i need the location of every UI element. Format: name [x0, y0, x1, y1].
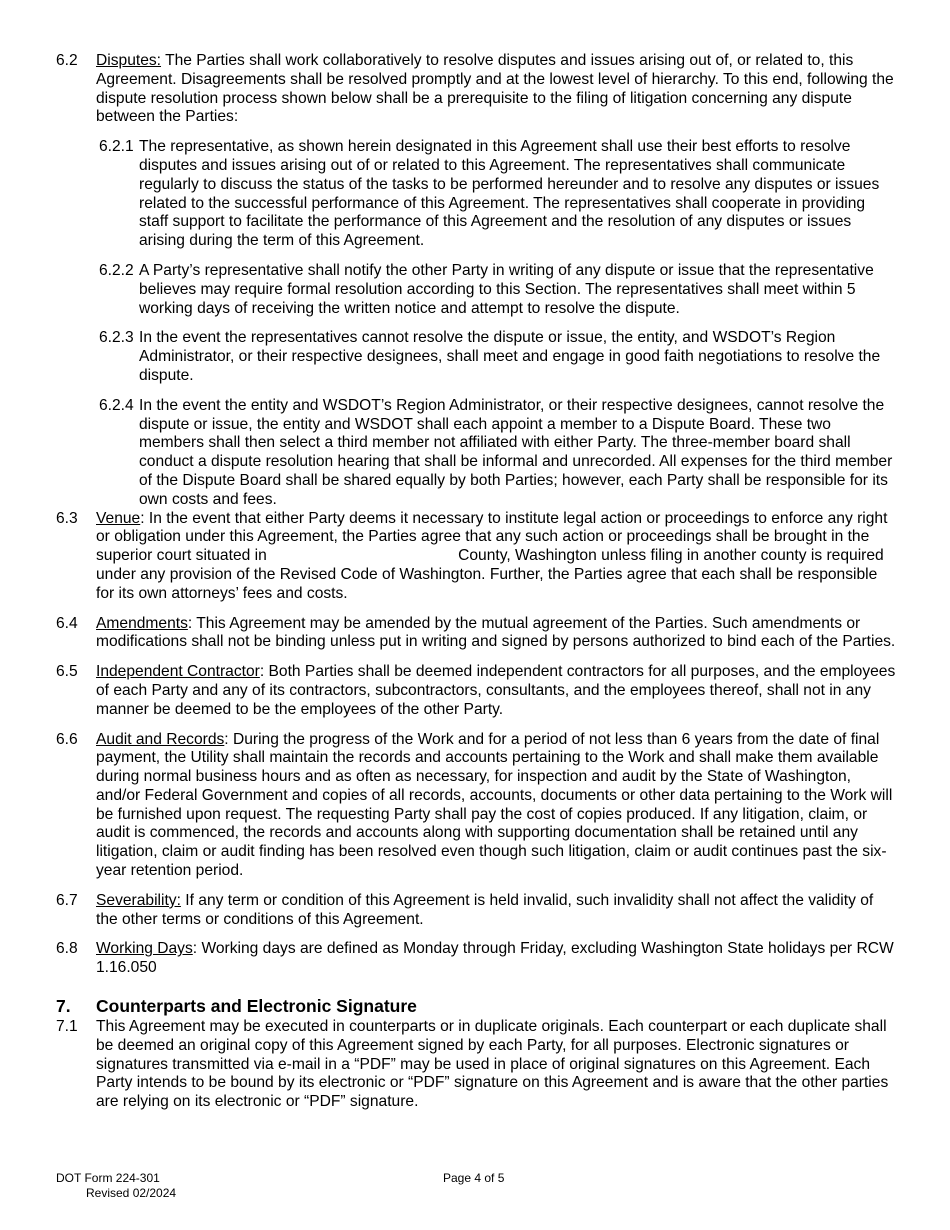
section-body: : Working days are defined as Monday through Friday, excluding Washington State holidays per RCW 1.16.050 [96, 940, 894, 977]
section-6-5 [56, 663, 898, 719]
subsection-6-2-4 [99, 397, 898, 510]
subsection-number: 6.2.3 [99, 329, 134, 347]
subsection-6-2-3 [99, 329, 898, 385]
section-text [96, 510, 898, 604]
section-title: Audit and Records [96, 730, 225, 748]
section-text [96, 940, 898, 978]
section-number: 7. [56, 996, 71, 1017]
section-number: 6.3 [56, 509, 78, 527]
section-6-3 [56, 510, 898, 604]
section-title: Amendments [96, 614, 188, 632]
section-body: : This Agreement may be amended by the mutual agreement of the Parties. Such amendments or modifications shall not be binding unless put in writing and signed by persons authorized to bind each of the Parties. [96, 614, 896, 651]
footer-form-info [56, 1171, 176, 1200]
section-text [96, 731, 898, 881]
subsection-number: 6.2.2 [99, 261, 134, 279]
section-6-8 [56, 940, 898, 978]
section-6-4 [56, 615, 898, 653]
section-title: Disputes: [96, 52, 162, 69]
section-body: The Parties shall work collaboratively to resolve disputes and issues arising out of, or related to, this Agreement. Disagreements shall be resolved promptly and at the lowest level of hierarchy. To this end, following the dispute resolution process shown below shall be a prerequisite to the filing of litigation concerning any dispute between the Parties: [96, 52, 894, 126]
section-number: 7.1 [56, 1018, 78, 1036]
section-title: Venue [96, 509, 141, 527]
section-number: 6.5 [56, 663, 78, 681]
section-6-2 [56, 52, 898, 127]
subsection-number: 6.2.1 [99, 138, 134, 156]
subsection-6-2-1 [99, 138, 898, 251]
section-6-7 [56, 892, 898, 930]
section-6-6 [56, 731, 898, 881]
section-body: : In the event that either Party deems it necessary to institute legal action or proceedings to enforce any right or obligation under this Agreement, the Parties agree that any such action or proceedings shall be brought in the superior court situated in [96, 509, 888, 565]
section-body: This Agreement may be executed in counterparts or in duplicate originals. Each counterpart or each duplicate shall be deemed an original copy of this Agreement signed by each Party, for all purposes. Electronic signatures or signatures transmitted via e-mail in a “PDF” may be used in place of original signatures on this Agreement. Each Party intends to be bound by its electronic or “PDF” signature on this Agreement and is aware that the other parties are relying on its electronic or “PDF” signature. [96, 1018, 889, 1111]
section-number: 6.2 [56, 52, 78, 69]
subsection-number: 6.2.4 [99, 396, 134, 414]
section-body: : Both Parties shall be deemed independent contractors for all purposes, and the employees of each Party and any of its contractors, subcontractors, consultants, and the employees thereof, shall not in any manner be deemed to be the employees of the other Party. [96, 663, 896, 718]
section-text [96, 615, 898, 653]
section-body: If any term or condition of this Agreement is held invalid, such invalidity shall not affect the validity of the other terms or conditions of this Agreement. [96, 891, 874, 928]
section-number: 6.8 [56, 940, 78, 958]
page-number: Page 4 of 5 [443, 1171, 505, 1185]
subsection-6-2-2 [99, 262, 898, 318]
footer-form-number: DOT Form 224-301 [56, 1171, 160, 1185]
section-7-heading [56, 996, 898, 1016]
section-title: Independent Contractor [96, 663, 260, 681]
section-number: 6.7 [56, 891, 78, 909]
subsection-text: A Party’s representative shall notify the other Party in writing of any dispute or issue that the representative believes may require formal resolution according to this Section. The representatives shall meet within 5 working days of receiving the written notice and attempt to resolve the dispute. [139, 261, 874, 317]
subsection-text: In the event the entity and WSDOT’s Region Administrator, or their respective designees, cannot resolve the dispute or issue, the entity and WSDOT shall each appoint a member to a Dispute Board. These two members shall then select a third member not affiliated with either Party. The three-member board shall conduct a dispute resolution hearing that shall be informal and unrecorded. All expenses for the third member of the Dispute Board shall be shared equally by both Parties; however, each Party shall be responsible for its own costs and fees. [139, 396, 893, 508]
section-text [96, 892, 898, 930]
section-title: Counterparts and Electronic Signature [96, 996, 417, 1017]
footer-revised-date: Revised 02/2024 [86, 1185, 177, 1200]
section-title: Working Days [96, 940, 193, 958]
subsection-text: In the event the representatives cannot resolve the dispute or issue, the entity, and WSDOT’s Region Administrator, or their respective designees, shall meet and engage in good faith negotiations to resolve the dispute. [139, 329, 881, 384]
section-body-continued: County, Washington unless filing in another county is required under any provision of the Revised Code of Washington. Further, the Parties agree that each shall be responsible for its own attorneys’ fees and costs. [96, 547, 884, 602]
section-text [96, 663, 898, 719]
section-text [96, 52, 898, 127]
section-number: 6.4 [56, 614, 78, 632]
document-body [56, 52, 898, 1123]
section-7-1 [56, 1018, 898, 1112]
section-body: : During the progress of the Work and for a period of not less than 6 years from the date of final payment, the Utility shall maintain the records and accounts pertaining to the Work and shall make them available during normal business hours and as often as necessary, for inspection and audit by the State of Washington, and/or Federal Government and copies of all records, accounts, documents or other data pertaining to the Work will be furnished upon request. The requesting Party shall pay the cost of copies produced. If any litigation, claim, or audit is commenced, the records and accounts along with supporting documentation shall be retained until any litigation, claim or audit finding has been resolved even though such litigation, claim or audit continues past the six-year retention period. [96, 730, 893, 880]
section-title: Severability: [96, 891, 181, 909]
section-number: 6.6 [56, 730, 78, 748]
subsection-text: The representative, as shown herein designated in this Agreement shall use their best efforts to resolve disputes and issues arising out of or related to this Agreement. The representatives shall communicate regularly to discuss the status of the tasks to be performed hereunder and to resolve any disputes or issues related to the successful performance of this Agreement. The representatives shall cooperate in providing staff support to facilitate the performance of this Agreement and the resolution of any disputes or issues arising during the term of this Agreement. [139, 138, 880, 250]
